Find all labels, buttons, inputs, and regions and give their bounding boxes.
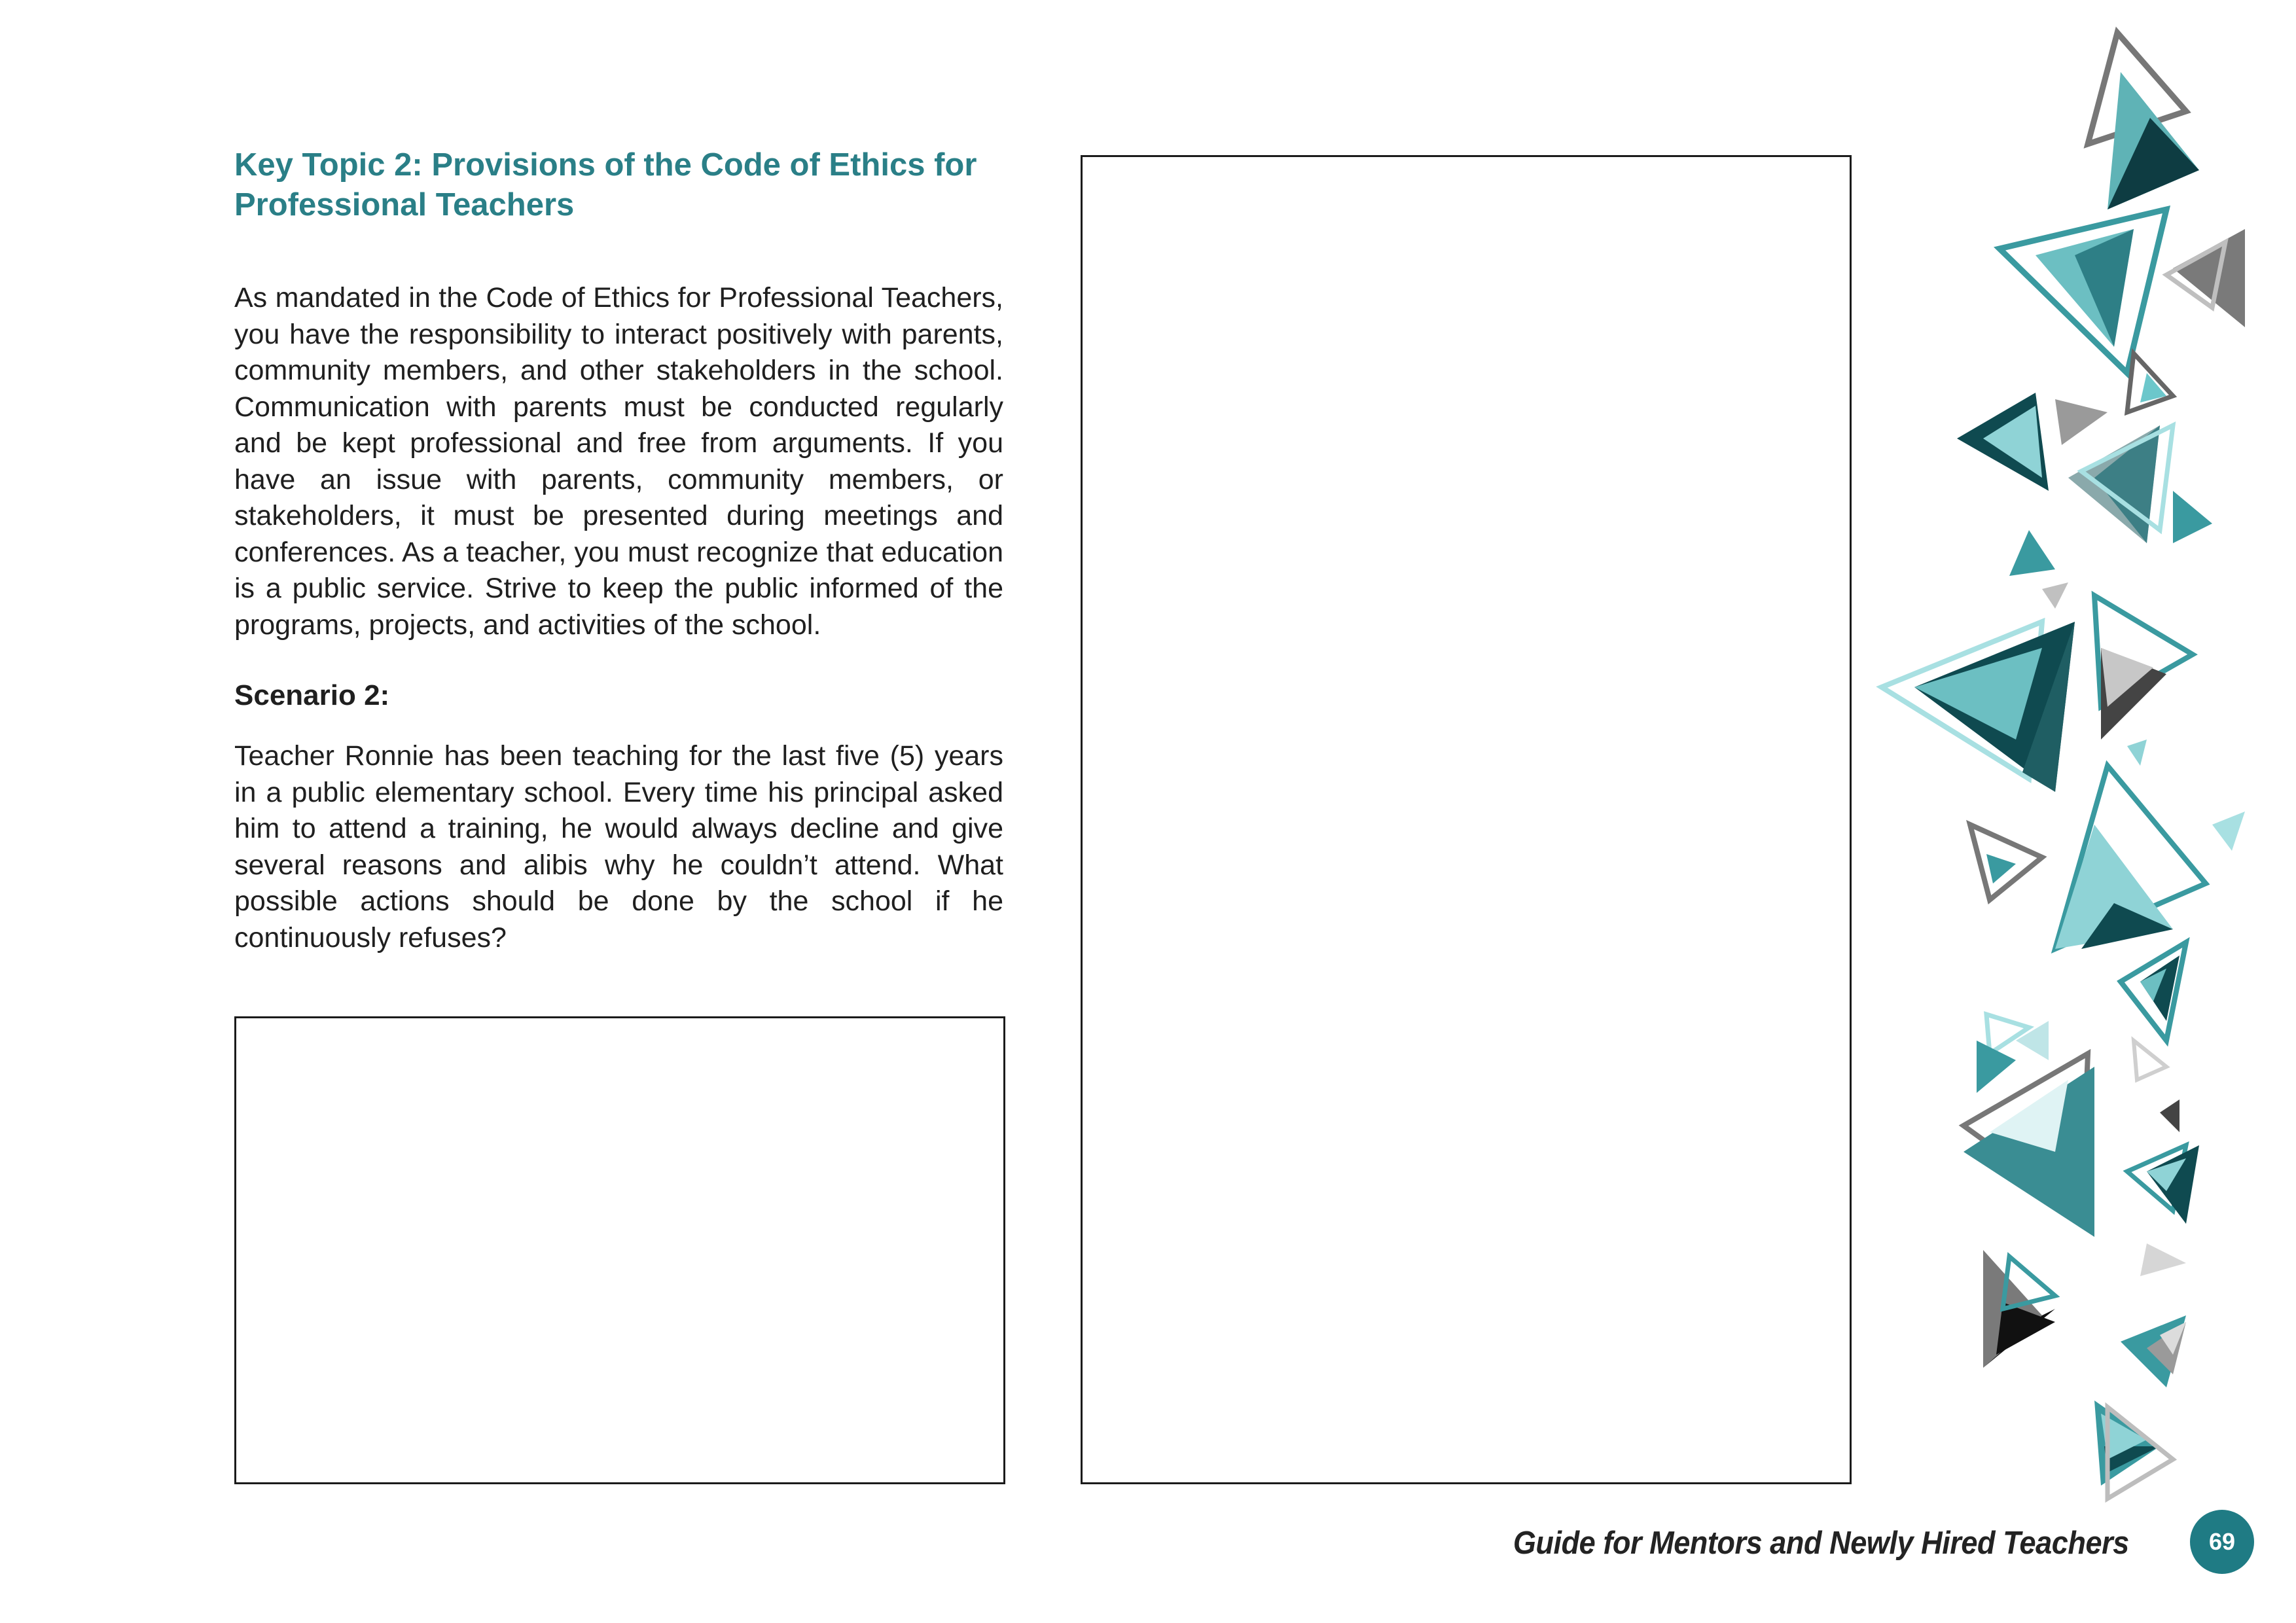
triangle-decoration [2042, 582, 2068, 609]
page-title-line-1: Key Topic 2: Provisions of the Code of Ethics for [234, 147, 977, 183]
triangle-pattern-icon [1859, 20, 2278, 1525]
intro-paragraph: As mandated in the Code of Ethics for Professional Teachers, you have the responsibility to interact positively with parents, community members, and other stakeholders in the school. Communication with parents must be conducted regularly and be kept professional and free from arguments. If you have an issue with parents, community members, or stakeholders, it must be presented during meetings and conferences. As a teacher, you must recognize that education is a public service. Strive to keep the public informed of the programs, projects, and activities of the school. [234, 282, 1003, 641]
triangle-decoration [2160, 1099, 2179, 1132]
footer-title: Guide for Mentors and Newly Hired Teachers [1513, 1525, 2129, 1561]
triangle-decoration [2173, 229, 2245, 327]
triangle-decoration [2212, 812, 2245, 851]
triangle-decoration [2009, 530, 2055, 576]
page-number-badge: 69 [2190, 1510, 2254, 1574]
answer-box-small[interactable] [234, 1016, 1005, 1484]
triangle-decoration [1964, 1067, 2094, 1237]
triangle-decoration [2134, 1041, 2166, 1080]
scenario-paragraph: Teacher Ronnie has been teaching for the last five (5) years in a public elementary school. Every time his principal asked him to attend a training, he would always decline and give several reasons and alibis why he couldn’t attend. What possible actions should be done by the school if he continuously refuses? [234, 740, 1003, 954]
triangle-decoration [2140, 1243, 2186, 1276]
triangle-decoration [2055, 399, 2108, 445]
answer-box-large[interactable] [1081, 155, 1852, 1484]
scenario-heading: Scenario 2: [234, 679, 390, 711]
page-title-line-2: Professional Teachers [234, 187, 575, 223]
triangle-decoration [1986, 1014, 2029, 1054]
triangle-decoration [2127, 740, 2147, 766]
page-title [234, 145, 1020, 225]
triangle-decoration [2173, 491, 2212, 543]
